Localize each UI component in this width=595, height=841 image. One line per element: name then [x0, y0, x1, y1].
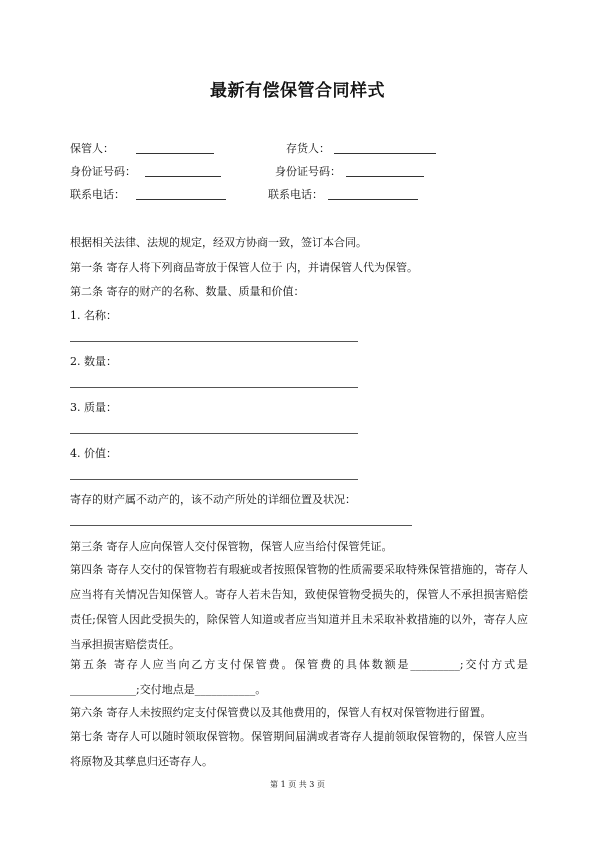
page-indicator: 第 1 页 共 3 页 [270, 780, 325, 789]
item-quantity-label: 2. 数量： [70, 355, 117, 368]
article-5: 第五条 寄存人应当向乙方支付保管费。保管费的具体数额是_________;交付方式是____________;交付地点是___________。 [70, 658, 528, 696]
real-estate-note: 寄存的财产属不动产的，该不动产所处的详细位置及状况： [70, 493, 356, 506]
intro-paragraph: 根据相关法律、法规的规定，经双方协商一致，签订本合同。 [70, 236, 367, 249]
item-quantity-line[interactable] [70, 387, 358, 388]
item-name-label: 1. 名称： [70, 309, 117, 322]
custodian-phone-label: 联系电话： [70, 188, 125, 201]
depositor-id-label: 身份证号码： [275, 165, 341, 178]
real-estate-line[interactable] [70, 525, 412, 526]
custodian-phone-blank[interactable] [136, 199, 226, 200]
article-3: 第三条 寄存人应向保管人交付保管物，保管人应当给付保管凭证。 [70, 540, 393, 553]
item-quality-line[interactable] [70, 433, 358, 434]
custodian-id-blank[interactable] [145, 176, 221, 177]
custodian-name-blank[interactable] [136, 153, 214, 154]
article-4: 第四条 寄存人交付的保管物若有瑕疵或者按照保管物的性质需要采取特殊保管措施的，寄存人应当将有关情况告知保管人。寄存人若未告知，致使保管物受损失的，保管人不承担损害赔偿责任;保管人因此受损失的，除保管人知道或者应当知道并且未采取补救措施的以外，寄存人应当承担损害赔偿责任。 [70, 563, 528, 651]
item-value-label: 4. 价值： [70, 447, 117, 460]
article-1: 第一条 寄存人将下列商品寄放于保管人位于 内，并请保管人代为保管。 [70, 261, 418, 274]
depositor-id-blank[interactable] [346, 176, 424, 177]
depositor-phone-label: 联系电话： [268, 188, 323, 201]
depositor-label: 存货人： [286, 142, 330, 155]
article-7: 第七条 寄存人可以随时领取保管物。保管期间届满或者寄存人提前领取保管物的，保管人应当将原物及其孳息归还寄存人。 [70, 730, 528, 768]
item-name-line[interactable] [70, 341, 358, 342]
depositor-name-blank[interactable] [334, 153, 436, 154]
custodian-id-label: 身份证号码： [70, 165, 136, 178]
item-quality-label: 3. 质量： [70, 401, 117, 414]
article-6: 第六条 寄存人未按照约定支付保管费以及其他费用的，保管人有权对保管物进行留置。 [70, 706, 492, 719]
depositor-phone-blank[interactable] [328, 199, 418, 200]
document-title: 最新有偿保管合同样式 [210, 81, 385, 101]
article-2: 第二条 寄存的财产的名称、数量、质量和价值： [70, 285, 305, 298]
custodian-label: 保管人： [70, 142, 114, 155]
item-value-line[interactable] [70, 479, 358, 480]
